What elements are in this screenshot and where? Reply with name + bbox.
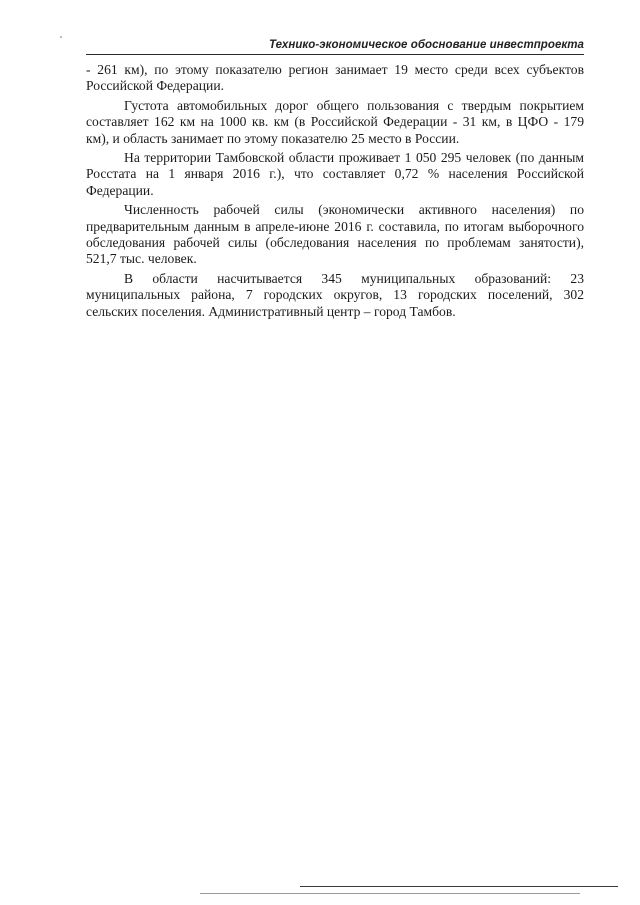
text-line: км), и область занимает по этому показателю 25 место в России. [86,130,460,146]
text-line: В области насчитывается 345 муниципальных образований: 23 [124,270,584,286]
text-line: предварительным данным в апреле-июне 2016 г. составила, по итогам выборочного [86,218,584,234]
footer-rule-faint [200,893,580,894]
scan-speck [60,36,62,38]
text-line: обследования рабочей силы (обследования населения по проблемам занятости), [86,235,584,251]
header-rule [86,54,584,55]
document-body [86,62,584,320]
text-line: Росстата на 1 января 2016 г.), что составляет 0,72 % населения Российской [86,166,584,182]
header-title: Технико-экономическое обоснование инвестпроекта [268,39,584,51]
running-header [86,38,584,56]
paragraph-municipalities [86,271,584,320]
text-line: Российской Федерации. [86,78,224,94]
footer-rule [300,886,618,887]
paragraph-road-density [86,98,584,147]
text-line: 521,7 тыс. человек. [86,251,197,267]
text-line: сельских поселения. Административный центр – город Тамбов. [86,303,456,319]
text-line: Густота автомобильных дорог общего пользования с твердым покрытием [124,97,584,113]
paragraph-population [86,150,584,199]
text-line: составляет 162 км на 1000 кв. км (в Российской Федерации - 31 км, в ЦФО - 179 [86,114,584,130]
text-line: муниципальных района, 7 городских округов, 13 городских поселений, 302 [86,287,584,303]
text-line: Федерации. [86,182,154,198]
paragraph-labor-force [86,202,584,268]
text-line: Численность рабочей силы (экономически активного населения) по [124,202,584,218]
paragraph-road-length [86,62,584,95]
text-line: - 261 км), по этому показателю регион занимает 19 место среди всех субъектов [86,62,584,77]
text-line: На территории Тамбовской области проживает 1 050 295 человек (по данным [124,150,584,166]
